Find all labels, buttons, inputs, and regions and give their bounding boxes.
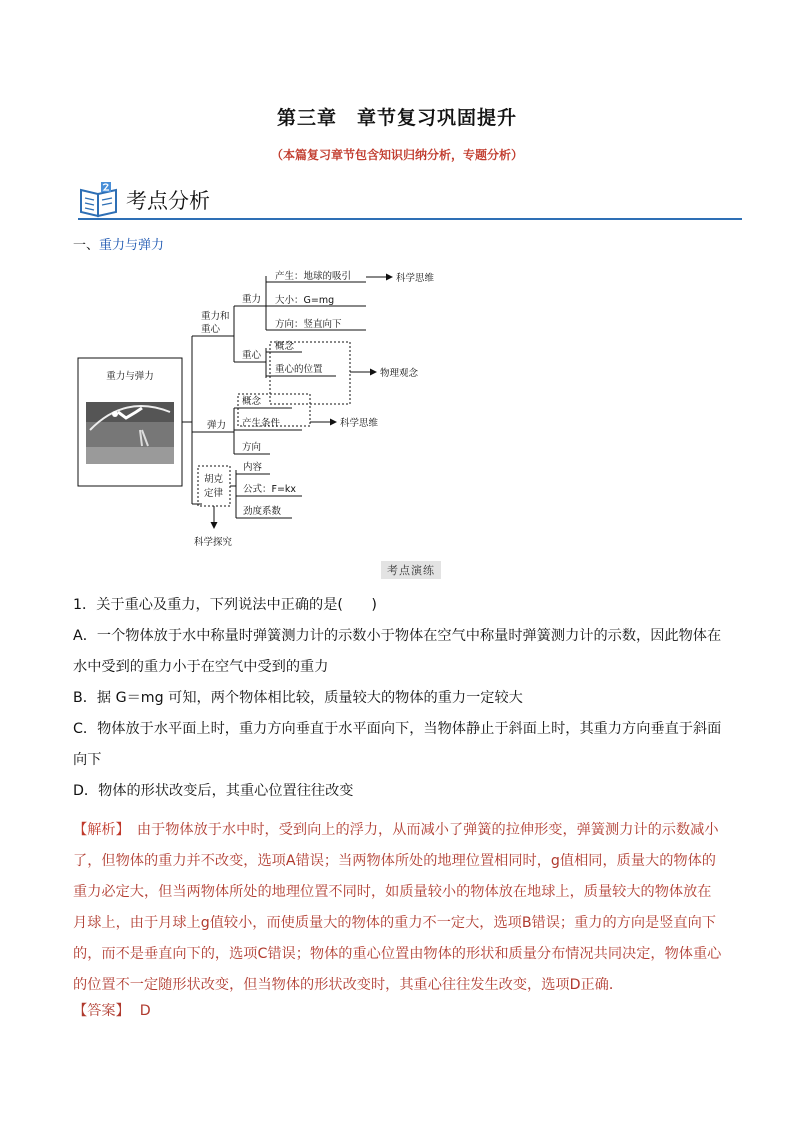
- elastic-label: 弹力: [207, 420, 227, 431]
- arrow-label-4: 科学探究: [194, 537, 233, 548]
- hooke-item-1: 内容: [243, 462, 263, 473]
- gravity-label: 重力: [242, 294, 262, 305]
- section-heading: 考点分析: [126, 189, 210, 213]
- analysis-block: [73, 815, 723, 1001]
- section-rule: [78, 218, 742, 220]
- hooke-label-2: 定律: [204, 488, 224, 499]
- hooke-item-2: 公式：F=kx: [243, 484, 297, 495]
- arrow-label-1: 科学思维: [396, 273, 435, 284]
- page-title: 第三章 章节复习巩固提升: [276, 107, 517, 129]
- analysis-text: 由于物体放于水中时，受到向上的浮力，从而减小了弹簧的拉伸形变，弹簧测力计的示数减小了，但物体的重力并不改变，选项A错误；当两物体所处的地理位置相同时，g值相同，质量大的物体的重力必定大，但当两物体所处的地理位置不同时，如质量较小的物体放在地球上，质量较大的物体放在月球上，由于月球上g值较小，而使质量大的物体的重力不一定大，选项B错误；重力的方向是竖直向下的，而不是垂直向下的，选项C错误；物体的重心位置由物体的形状和质量分布情况共同决定，物体重心的位置不一定随形状改变，但当物体的形状改变时，其重心往往发生改变，选项D正确．: [73, 822, 722, 993]
- pole-vault-photo: [86, 402, 174, 464]
- hooke-dashed-box: [198, 466, 230, 506]
- elastic-item-1: 概念: [242, 396, 262, 407]
- option-a: A．一个物体放于水中称量时弹簧测力计的示数小于物体在空气中称量时弹簧测力计的示数，因此物体在水中受到的重力小于在空气中受到的重力: [73, 628, 722, 675]
- option-d: D．物体的形状改变后，其重心位置往往改变: [73, 783, 354, 799]
- arrow-label-3: 科学思维: [340, 418, 379, 429]
- hooke-label-1: 胡克: [204, 474, 224, 485]
- center-item-2: 重心的位置: [275, 364, 323, 375]
- option-c: C．物体放于水平面上时，重力方向垂直于水平面向下，当物体静止于斜面上时，其重力方向垂直于斜面向下: [73, 721, 722, 768]
- gravity-item-2: 大小：G=mg: [275, 295, 335, 306]
- center-item-1: 概念: [275, 341, 295, 352]
- sub-heading-text: 重力与弹力: [99, 238, 165, 253]
- answer-tag: 【答案】: [73, 1003, 130, 1019]
- question-stem: 1．关于重心及重力，下列说法中正确的是( ): [73, 597, 377, 613]
- book-icon: [78, 180, 120, 218]
- section-banner: [78, 180, 742, 220]
- concept-map: [70, 262, 470, 562]
- sub-heading-prefix: 一、: [73, 238, 100, 253]
- answer-line: [73, 1000, 151, 1020]
- gravity-item-3: 方向：竖直向下: [275, 319, 342, 330]
- root-label: 重力与弹力: [106, 371, 154, 382]
- gravity-item-1: 产生：地球的吸引: [275, 271, 352, 282]
- branch-gravity-center-2: 重心: [201, 324, 221, 335]
- arrow-label-2: 物理观念: [380, 368, 419, 379]
- answer-value: D: [139, 1003, 151, 1019]
- elastic-item-2: 产生条件: [242, 418, 281, 429]
- elastic-item-3: 方向: [242, 442, 262, 453]
- option-b: B．据 G＝mg 可知，两个物体相比较，质量较大的物体的重力一定较大: [73, 690, 523, 706]
- page-subtitle: （本篇复习章节包含知识归纳分析，专题分析）: [270, 148, 523, 162]
- practice-tag: 考点演练: [381, 561, 441, 579]
- center-label: 重心: [242, 350, 262, 361]
- question-block: [73, 590, 723, 807]
- analysis-tag: 【解析】: [73, 822, 123, 838]
- hooke-item-3: 劲度系数: [243, 506, 282, 517]
- sub-heading: [73, 234, 164, 253]
- branch-gravity-center-1: 重力和: [201, 311, 230, 322]
